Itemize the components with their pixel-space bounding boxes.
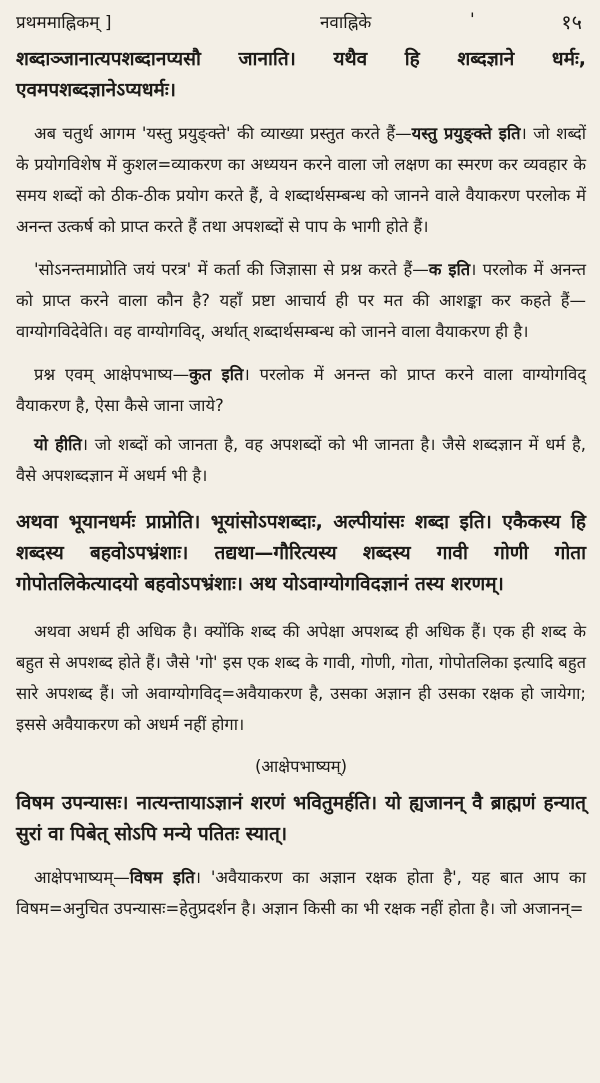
pratika-term: यस्तु प्रयुङ्क्ते इति xyxy=(411,124,521,143)
section-heading: (आक्षेपभाष्यम्) xyxy=(254,757,348,776)
pratika-term: यो हीति xyxy=(34,435,82,454)
commentary-text: । 'अवैयाकरण का अज्ञान रक्षक होता है', यह बात आप का विषम=अनुचित उपन्यासः=हेतुप्रदर्शन है। अज्ञान किसी का भी रक्षक नहीं होता है। जो अजानन्= xyxy=(16,868,586,918)
commentary-paragraph-6 xyxy=(16,862,586,924)
commentary-text: अब चतुर्थ आगम 'यस्तु प्रयुङ्क्ते' की व्याख्या प्रस्तुत करते हैं— xyxy=(34,124,412,143)
commentary-text: 'सोऽनन्तमाप्नोति जयं परत्र' में कर्ता की जिज्ञासा से प्रश्न करते हैं— xyxy=(34,260,429,279)
commentary-paragraph-5: अथवा अधर्म ही अधिक है। क्योंकि शब्द की अपेक्षा अपशब्द ही अधिक हैं। एक ही शब्द के बहुत से अपशब्द होते हैं। जैसे 'गो' इस एक शब्द के गावी, गोणी, गोता, गोपोतलिका इत्यादि बहुत सारे अपशब्द हैं। जो अवाग्योगविद्=अवैयाकरण है, उसका अज्ञान ही उसका रक्षक हो जायेगा; इससे अवैयाकरण को अधर्म नहीं होगा। xyxy=(16,622,586,734)
mool-paragraph-2: अथवा भूयानधर्मः प्राप्नोति। भूयांसोऽपशब्दाः, अल्पीयांसः शब्दा इति। एकैकस्य हि शब्दस्य बहवोऽपभ्रंशाः। तद्यथा—गौरित्यस्य शब्दस्य गावी गोणी गोता गोपोतलिकेत्यादयो बहवोऽपभ्रंशाः। अथ योऽवाग्योगविदज्ञानं तस्य शरणम्। xyxy=(16,511,586,595)
chapter-title: प्रथममाह्निकम् ] xyxy=(16,13,112,33)
commentary-text: । जो शब्दों के प्रयोगविशेष में कुशल=व्याकरण का अध्ययन करने वाला जो लक्षण का स्मरण कर व्यवहार के समय शब्दों को ठीक-ठीक प्रयोग करते हैं, वे शब्दार्थसम्बन्ध को जानने वाले वैयाकरण परलोक में अनन्त उत्कर्ष को प्राप्त करते हैं तथा अपशब्दों से पाप के भागी होते हैं। xyxy=(16,124,586,236)
commentary-text: आक्षेपभाष्यम्— xyxy=(34,868,130,887)
commentary-text: प्रश्न एवम् आक्षेपभाष्य— xyxy=(34,365,190,384)
commentary-text: । परलोक में अनन्त को प्राप्त करने वाला वाग्योगविद् वैयाकरण है, ऐसा कैसे जाना जाये? xyxy=(16,365,587,415)
header-mark: ' xyxy=(470,10,475,30)
commentary-text: । परलोक में अनन्त को प्राप्त करने वाला कौन है? यहाँ प्रष्टा आचार्य ही पर मत की आशङ्का कर कहते हैं—वाग्योगविदेवेति। वह वाग्योगविद्, अर्थात् शब्दार्थसम्बन्ध को जानने वाला वैयाकरण ही है। xyxy=(16,260,587,341)
mool-paragraph-3: विषम उपन्यासः। नात्यन्तायाऽज्ञानं शरणं भवितुमर्हति। यो ह्यजानन् वै ब्राह्मणं हन्यात् सुरां वा पिबेत् सोऽपि मन्ये पतितः स्यात्। xyxy=(16,792,586,845)
page-header xyxy=(16,4,586,44)
commentary-paragraph-2 xyxy=(16,254,586,347)
commentary-text: । जो शब्दों को जानता है, वह अपशब्दों को भी जानता है। जैसे शब्दज्ञान में धर्म है, वैसे अपशब्दज्ञान में अधर्म भी है। xyxy=(16,435,586,485)
commentary-paragraph-1 xyxy=(16,118,586,242)
commentary-paragraph-3 xyxy=(16,359,586,421)
pratika-term: क इति xyxy=(428,260,471,279)
pratika-term: विषम इति xyxy=(129,868,195,887)
mool-paragraph-1: शब्दाञ्जानात्यपशब्दानप्यसौ जानाति। यथैव हि शब्दज्ञाने धर्मः, एवमपशब्दज्ञानेऽप्यधर्मः। xyxy=(16,48,586,101)
pratika-term: कुत इति xyxy=(189,365,244,384)
book-title: नवाह्निके xyxy=(320,13,372,33)
page-number: १५ xyxy=(561,10,582,34)
commentary-paragraph-4 xyxy=(16,429,586,491)
